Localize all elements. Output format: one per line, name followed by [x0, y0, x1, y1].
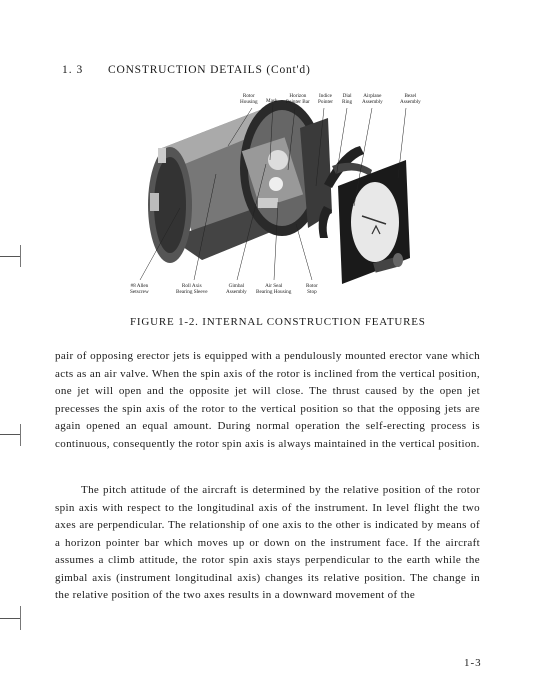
- callout-allen-setscrew: #8 Allen Setscrew: [130, 283, 149, 295]
- gyro-photo: [110, 88, 450, 308]
- callout-gimbal-assembly: Gimbal Assembly: [226, 283, 247, 295]
- figure-caption: FIGURE 1-2. INTERNAL CONSTRUCTION FEATURES: [130, 316, 426, 328]
- callout-air-seal-bearing-housing: Air Seal Bearing Housing: [256, 283, 292, 295]
- callout-rotor-stop: Rotor Stop: [306, 283, 318, 295]
- section-number: 1. 3: [62, 64, 84, 76]
- callout-dial-ring: Dial Ring: [342, 93, 353, 105]
- section-title: CONSTRUCTION DETAILS (Cont'd): [108, 64, 311, 76]
- margin-line: [20, 606, 21, 630]
- margin-line: [20, 424, 21, 446]
- callout-horizon-pointer-bar: Horizon Pointer Bar: [286, 93, 310, 105]
- callout-bezel-assembly: Bezel Assembly: [400, 93, 421, 105]
- callout-rotor-housing: Rotor Housing: [240, 93, 258, 105]
- callout-roll-axis-bearing-sleeve: Roll Axis Bearing Sleeve: [176, 283, 208, 295]
- margin-line: [20, 245, 21, 267]
- page-number: 1-3: [464, 657, 482, 669]
- margin-mark: [0, 256, 20, 257]
- body-paragraph: The pitch attitude of the aircraft is determined by the relative position of the rotor spin axis with respect to the longitudinal axis of the instrument. In level flight the two axes are perpendicular. The relationship of one axis to the other is indicated by means of a horizon pointer bar which moves up or down on the instrument face. If the aircraft assumes a climb attitude, the rotor spin axis stays perpendicular to the earth while the gimbal axis (instrument longitudinal axis) changes its relative position. The change in the relative position of the two axes results in a downward movement of the: [55, 484, 480, 601]
- margin-mark: [0, 434, 20, 435]
- figure-internal-construction: [110, 88, 450, 308]
- callout-mask: Mask: [266, 98, 278, 104]
- callout-indice-pointer: Indice Pointer: [318, 93, 333, 105]
- body-paragraph: pair of opposing erector jets is equipped with a pendulously mounted erector vane which acts as an air valve. When the spin axis of the rotor is inclined from the vertical position, one jet will open and the opposite jet will close. The thrust caused by the open jet precesses the spin axis of the rotor to the vertical position so that the opposing jets are again opened an equal amount. During normal operation the self-erecting process is continuous, consequently the rotor spin axis is always maintained in the vertical position.: [55, 350, 480, 450]
- margin-mark: [0, 618, 20, 619]
- callout-airplane-assembly: Airplane Assembly: [362, 93, 383, 105]
